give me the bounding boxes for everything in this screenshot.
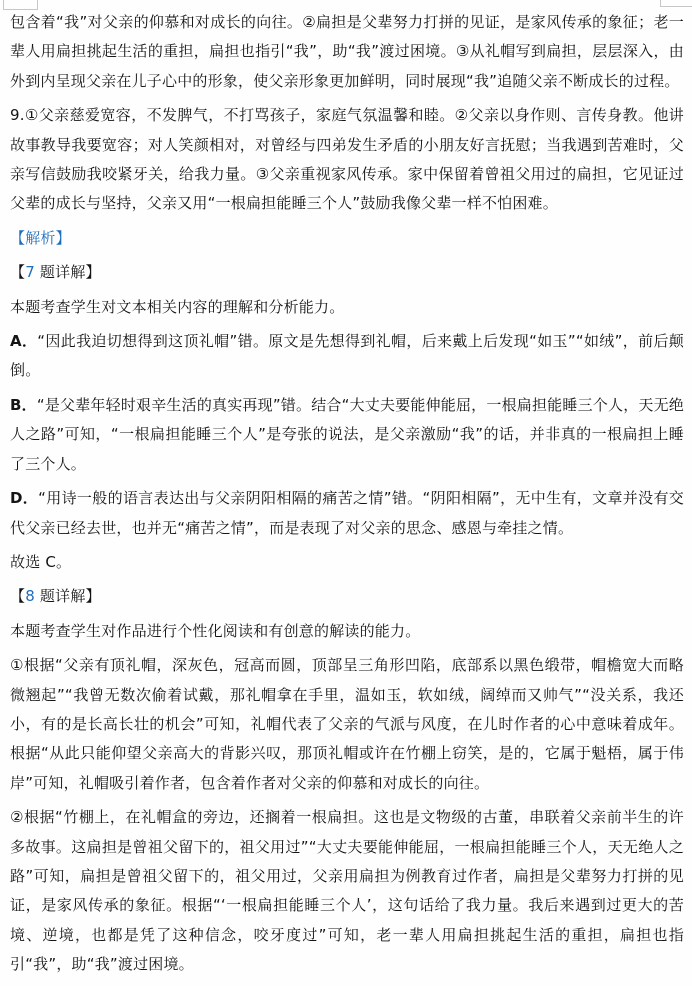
q8-point-1 <box>10 651 684 798</box>
text-run: ①根据“父亲有顶礼帽，深灰色，冠高而圆，顶部呈三角形凹陷，底部系以黑色缎带，帽檐宽大而略微翘起”“我曾无数次偷着试戴，那礼帽拿在手里，温如玉，软如绒，阔绰而又帅气”“没关系，我还小，有的是长高长壮的机会”可知，礼帽代表了父亲的气派与风度，在儿时作者的心中意味着成年。根据“从此只能仰望父亲高大的背影兴叹，那顶礼帽或许在竹棚上窃笑，是的，它属于魁梧，属于伟岸”可知，礼帽吸引着作者，包含着作者对父亲的仰慕和对成长的向往。 <box>10 656 684 792</box>
text-run: ②根据“竹棚上，在礼帽盒的旁边，还搁着一根扁担。这也是文物级的古董，串联着父亲前半生的许多故事。这扁担是曾祖父留下的，祖父用过”“大丈夫要能伸能屈，一根扁担能睡三个人，天无绝人之路”可知，扁担是曾祖父留下的，祖父用过，父亲用扁担为例教育过作者，扁担是父辈努力打拼的见证，是家风传承的象征。根据“‘一根扁担能睡三个人’，这句话给了我力量。我后来遇到过更大的苦境、逆境，也都是凭了这种信念，咬牙度过”可知，老一辈人用扁担挑起生活的重担，扁担也指引“我”，助“我”渡过困境。 <box>10 808 684 974</box>
text-run: A． <box>10 332 38 351</box>
text-run: 本题考查学生对文本相关内容的理解和分析能力。 <box>10 297 345 316</box>
text-run: 包含着“我”对父亲的仰慕和对成长的向往。②扁担是父辈努力打拼的见证，是家风传承的象征；老一辈人用扁担挑起生活的重担，扁担也指引“我”，助“我”渡过困境。③从礼帽写到扁担，层层深入，由外到内呈现父亲在儿子心中的形象，使父亲形象更加鲜明，同时展现“我”追随父亲不断成长的过程。 <box>10 13 684 90</box>
text-run: 7 <box>25 263 35 282</box>
text-run: 故选 C。 <box>10 552 72 571</box>
text-run: B． <box>10 395 37 414</box>
text-run: “因此我迫切想得到这顶礼帽”错。原文是先想得到礼帽，后来戴上后发现“如玉”“如绒”，前后颠倒。 <box>10 332 684 380</box>
text-run: “用诗一般的语言表达出与父亲阴阳相隔的痛苦之情”错。“阴阳相隔”，无中生有，文章并没有交代父亲已经去世，也并无“痛苦之情”，而是表现了对父亲的思念、感恩与牵挂之情。 <box>10 489 685 537</box>
q7-conclusion <box>10 548 684 577</box>
text-run: “是父辈年轻时艰辛生活的真实再现”错。结合“大丈夫要能伸能屈，一根扁担能睡三个人，天无绝人之路”可知，“一根扁担能睡三个人”是夸张的说法，是父亲激励“我”的话，并非真的一根扁担上睡了三个人。 <box>10 395 684 473</box>
document-body <box>10 8 684 985</box>
answer-8-continuation <box>10 8 684 96</box>
text-run: 9.①父亲慈爱宽容，不发脾气，不打骂孩子，家庭气氛温馨和睦。②父亲以身作则、言传身教。他讲故事教导我要宽容；对人笑颜相对，对曾经与四弟发生矛盾的小朋友好言抚慰；当我遇到苦难时，父亲写信鼓励我咬紧牙关，给我力量。③父亲重视家风传承。家中保留着曾祖父用过的扁担，它见证过父辈的成长与坚持，父亲又用“一根扁担能睡三个人”鼓励我像父辈一样不怕困难。 <box>10 106 684 213</box>
text-run: D． <box>10 489 39 508</box>
analysis-label <box>10 224 684 253</box>
q7-detail-header <box>10 258 684 287</box>
text-run: 【 <box>10 587 26 606</box>
text-run: 【解析】 <box>10 228 71 247</box>
answer-9 <box>10 101 684 219</box>
q8-point-2 <box>10 803 684 979</box>
q7-option-d-analysis <box>10 484 684 543</box>
q8-detail-header <box>10 582 684 611</box>
text-run: 题详解】 <box>34 587 101 606</box>
text-run: 【 <box>10 263 26 282</box>
text-run: 题详解】 <box>34 263 101 282</box>
q8-detail-intro <box>10 617 684 646</box>
q7-option-b-analysis <box>10 391 684 479</box>
text-run: 8 <box>25 587 35 606</box>
q7-detail-intro <box>10 293 684 322</box>
q7-option-a-analysis <box>10 327 684 386</box>
text-run: 本题考查学生对作品进行个性化阅读和有创意的解读的能力。 <box>10 621 421 640</box>
textbox-border-remnant-right <box>660 0 692 7</box>
